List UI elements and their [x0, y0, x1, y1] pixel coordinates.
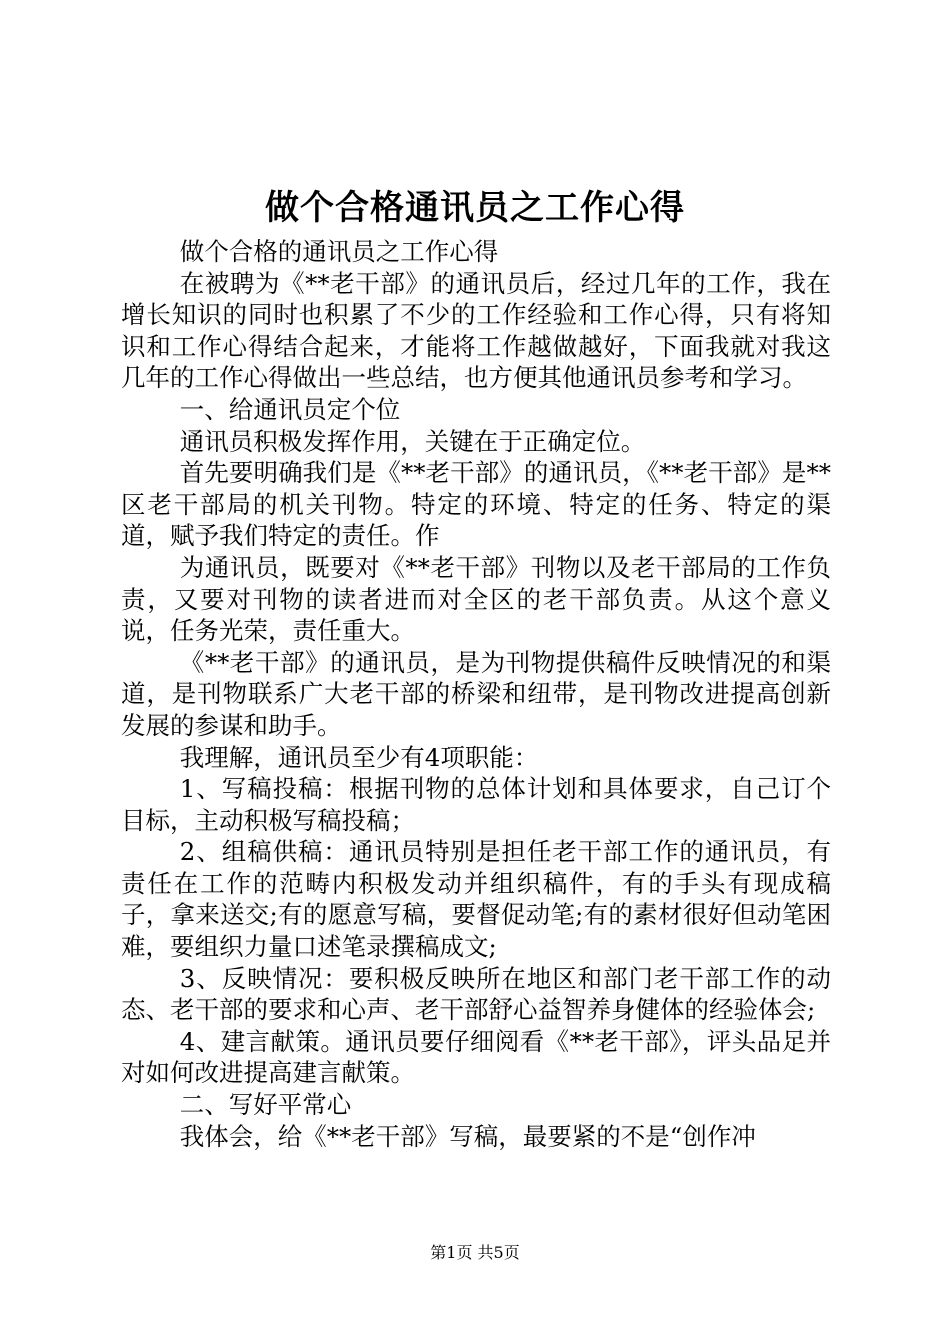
paragraph: 在被聘为《**老干部》的通讯员后，经过几年的工作，我在增长知识的同时也积累了不少的工作经验和工作心得，只有将知识和工作心得结合起来，才能将工作越做越好，下面我就对我这几年的工作心得做出一些总结，也方便其他通讯员参考和学习。: [121, 268, 831, 393]
page-number-footer: 第1页 共5页: [430, 1243, 520, 1262]
document-body: [121, 236, 831, 1152]
paragraph: 通讯员积极发挥作用，关键在于正确定位。: [179, 426, 646, 456]
list-item: 2、组稿供稿：通讯员特别是担任老干部工作的通讯员，有责任在工作的范畴内积极发动并组织稿件，有的手头有现成稿子，拿来送交;有的愿意写稿，要督促动笔;有的素材很好但动笔困难，要组织力量口述笔录撰稿成文;: [121, 837, 831, 962]
section-heading: 一、给通讯员定个位: [179, 394, 401, 424]
document-title: 做个合格通讯员之工作心得: [265, 188, 685, 228]
list-item: 3、反映情况：要积极反映所在地区和部门老干部工作的动态、老干部的要求和心声、老干部舒心益智养身健体的经验体会;: [121, 963, 831, 1025]
paragraph: 做个合格的通讯员之工作心得: [179, 237, 499, 266]
paragraph: 《**老干部》的通讯员，是为刊物提供稿件反映情况的和渠道，是刊物联系广大老干部的桥梁和纽带，是刊物改进提高创新发展的参谋和助手。: [121, 647, 831, 740]
section-heading: 二、写好平常心: [179, 1090, 352, 1120]
paragraph: 为通讯员，既要对《**老干部》刊物以及老干部局的工作负责，又要对刊物的读者进而对全区的老干部负责。从这个意义说，任务光荣，责任重大。: [121, 552, 831, 646]
list-item: 1、写稿投稿：根据刊物的总体计划和具体要求，自己订个目标，主动积极写稿投稿；: [121, 774, 831, 835]
list-item: 4、建言献策。通讯员要仔细阅看《**老干部》，评头品足并对如何改进提高建言献策。: [121, 1026, 831, 1088]
paragraph: 我理解，通讯员至少有4项职能：: [179, 742, 539, 772]
paragraph: 首先要明确我们是《**老干部》的通讯员，《**老干部》是**区老干部局的机关刊物。特定的环境、特定的任务、特定的渠道，赋予我们特定的责任。作: [121, 458, 831, 551]
paragraph: 我体会，给《**老干部》写稿，最要紧的不是“创作冲: [179, 1121, 756, 1151]
